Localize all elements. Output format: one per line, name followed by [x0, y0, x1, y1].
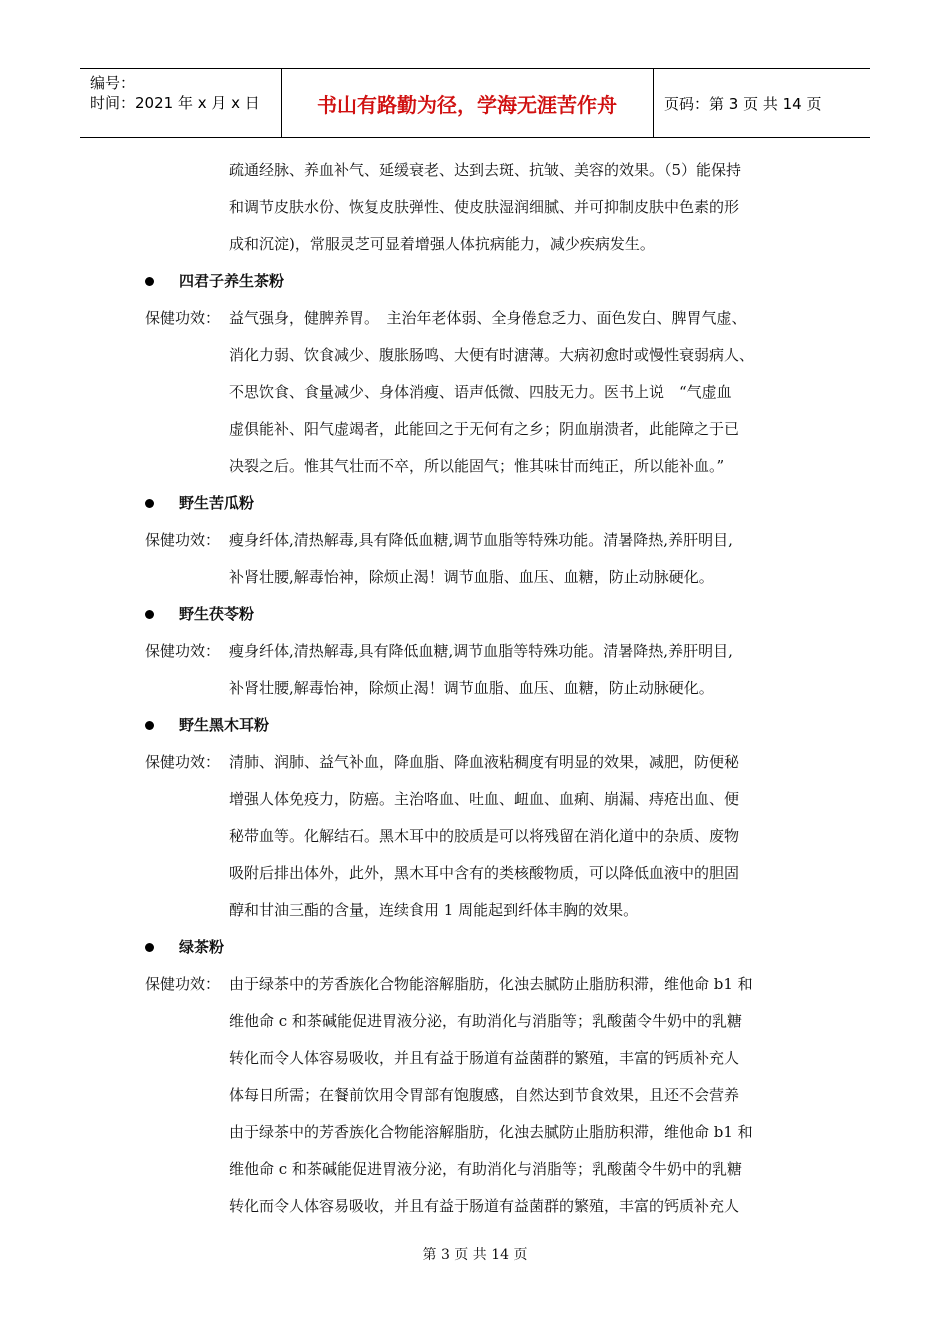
benefit-text: 瘦身纤体,清热解毒,具有降低血糖,调节血脂等特殊功能。清暑降热,养肝明目,: [229, 531, 733, 549]
indent-spacer: [145, 1151, 229, 1188]
indent-spacer: [145, 1003, 229, 1040]
text-line: [145, 1114, 825, 1151]
text-line: [145, 1151, 825, 1188]
indent-spacer: [145, 411, 229, 448]
indent-spacer: [145, 892, 229, 929]
text-line: [145, 892, 825, 929]
benefit-text: 维他命 c 和茶碱能促进胃液分泌，有助消化与消脂等；乳酸菌令牛奶中的乳糖: [229, 1012, 742, 1030]
text-line: [145, 744, 825, 781]
benefit-text: 由于绿茶中的芳香族化合物能溶解脂肪，化浊去腻防止脂肪积滞，维他命 b1 和: [229, 975, 753, 993]
product-section: [145, 263, 825, 485]
bullet-icon: [145, 610, 154, 619]
product-section: [145, 929, 825, 1225]
indent-spacer: [145, 559, 229, 596]
benefit-text: 决裂之后。惟其气壮而不卒，所以能固气；惟其味甘而纯正，所以能补血。”: [229, 457, 725, 475]
benefit-text: 消化力弱、饮食减少、腹胀肠鸣、大便有时溏薄。大病初愈时或慢性衰弱病人、: [229, 346, 755, 364]
text-line: [145, 1040, 825, 1077]
text-line: [145, 1188, 825, 1225]
text-line: 疏通经脉、养血补气、延缓衰老、达到去斑、抗皱、美容的效果。（5）能保持: [229, 161, 742, 179]
benefit-text: 由于绿茶中的芳香族化合物能溶解脂肪，化浊去腻防止脂肪积滞，维他命 b1 和: [229, 1123, 753, 1141]
text-line: [145, 300, 825, 337]
text-line: [145, 448, 825, 485]
product-section: [145, 596, 825, 707]
benefit-text: 转化而令人体容易吸收，并且有益于肠道有益菌群的繁殖，丰富的钙质补充人: [229, 1049, 740, 1067]
benefit-text: 补肾壮腰,解毒怡神，除烦止渴！调节血脂、血压、血糖，防止动脉硬化。: [229, 568, 714, 586]
text-line: [145, 781, 825, 818]
header-page-number: 页码：第 3 页 共 14 页: [664, 94, 822, 113]
section-title: [145, 929, 825, 966]
bullet-icon: [145, 277, 154, 286]
section-title-text: 野生苦瓜粉: [179, 494, 255, 512]
section-title-text: 四君子养生茶粉: [179, 272, 285, 290]
benefit-text: 益气强身，健脾养胃。 主治年老体弱、全身倦怠乏力、面色发白、脾胃气虚、: [229, 309, 747, 327]
benefit-text: 醇和甘油三酯的含量，连续食用 1 周能起到纤体丰胸的效果。: [229, 901, 639, 919]
indent-spacer: [145, 337, 229, 374]
text-line: [145, 855, 825, 892]
page-header: [80, 68, 870, 138]
indent-spacer: [145, 1114, 229, 1151]
document-body: [145, 152, 825, 1225]
text-line: [145, 1077, 825, 1114]
text-line: [145, 1003, 825, 1040]
indent-spacer: [145, 1077, 229, 1114]
text-line: 和调节皮肤水份、恢复皮肤弹性、使皮肤湿润细腻、并可抑制皮肤中色素的形: [229, 198, 740, 216]
bullet-icon: [145, 943, 154, 952]
indent-spacer: [145, 781, 229, 818]
benefit-text: 体每日所需；在餐前饮用令胃部有饱腹感，自然达到节食效果，且还不会营养: [229, 1086, 740, 1104]
indent-spacer: [145, 855, 229, 892]
text-line: [145, 633, 825, 670]
text-line: 成和沉淀)，常服灵芝可显着增强人体抗病能力，减少疾病发生。: [229, 235, 655, 253]
indent-spacer: [145, 1040, 229, 1077]
text-line: [145, 411, 825, 448]
benefit-text: 瘦身纤体,清热解毒,具有降低血糖,调节血脂等特殊功能。清暑降热,养肝明目,: [229, 642, 733, 660]
benefit-text: 不思饮食、食量减少、身体消瘦、语声低微、四肢无力。医书上说 “气虚血: [229, 383, 732, 401]
text-line: [145, 337, 825, 374]
text-line: [145, 522, 825, 559]
product-sections: [145, 263, 825, 1225]
section-title-text: 野生茯苓粉: [179, 605, 255, 623]
indent-spacer: [145, 1188, 229, 1225]
intro-paragraph: [145, 152, 825, 263]
benefit-label: 保健功效：: [145, 531, 221, 549]
text-line: [145, 670, 825, 707]
section-title: [145, 707, 825, 744]
section-title-text: 绿茶粉: [179, 938, 225, 956]
indent-spacer: [145, 818, 229, 855]
header-meta: [90, 73, 260, 113]
header-motto: 书山有路勤为径，学海无涯苦作舟: [317, 92, 617, 117]
section-title: [145, 596, 825, 633]
text-line: [145, 374, 825, 411]
indent-spacer: [145, 670, 229, 707]
bullet-icon: [145, 721, 154, 730]
time-label: 时间：2021 年 x 月 x 日: [90, 94, 260, 112]
section-title-text: 野生黑木耳粉: [179, 716, 270, 734]
section-title: [145, 485, 825, 522]
product-section: [145, 707, 825, 929]
indent-spacer: [145, 448, 229, 485]
text-line: [145, 966, 825, 1003]
benefit-label: 保健功效：: [145, 753, 221, 771]
benefit-text: 增强人体免疫力，防癌。主治咯血、吐血、衄血、血痢、崩漏、痔疮出血、便: [229, 790, 740, 808]
page-footer: 第 3 页 共 14 页: [422, 1247, 528, 1263]
product-section: [145, 485, 825, 596]
text-line: [145, 559, 825, 596]
bullet-icon: [145, 499, 154, 508]
benefit-label: 保健功效：: [145, 975, 221, 993]
benefit-label: 保健功效：: [145, 642, 221, 660]
section-title: [145, 263, 825, 300]
benefit-text: 补肾壮腰,解毒怡神，除烦止渴！调节血脂、血压、血糖，防止动脉硬化。: [229, 679, 714, 697]
benefit-text: 吸附后排出体外，此外，黑木耳中含有的类核酸物质，可以降低血液中的胆固: [229, 864, 740, 882]
benefit-text: 转化而令人体容易吸收，并且有益于肠道有益菌群的繁殖，丰富的钙质补充人: [229, 1197, 740, 1215]
benefit-text: 虚俱能补、阳气虚竭者，此能回之于无何有之乡；阴血崩溃者，此能障之于已: [229, 420, 740, 438]
benefit-text: 秘带血等。化解结石。黑木耳中的胶质是可以将残留在消化道中的杂质、废物: [229, 827, 740, 845]
indent-spacer: [145, 374, 229, 411]
benefit-label: 保健功效：: [145, 309, 221, 327]
benefit-text: 维他命 c 和茶碱能促进胃液分泌，有助消化与消脂等；乳酸菌令牛奶中的乳糖: [229, 1160, 742, 1178]
header-divider: [653, 69, 654, 137]
text-line: [145, 818, 825, 855]
benefit-text: 清肺、润肺、益气补血，降血脂、降血液粘稠度有明显的效果，减肥，防便秘: [229, 753, 740, 771]
number-label: 编号：: [90, 74, 136, 92]
